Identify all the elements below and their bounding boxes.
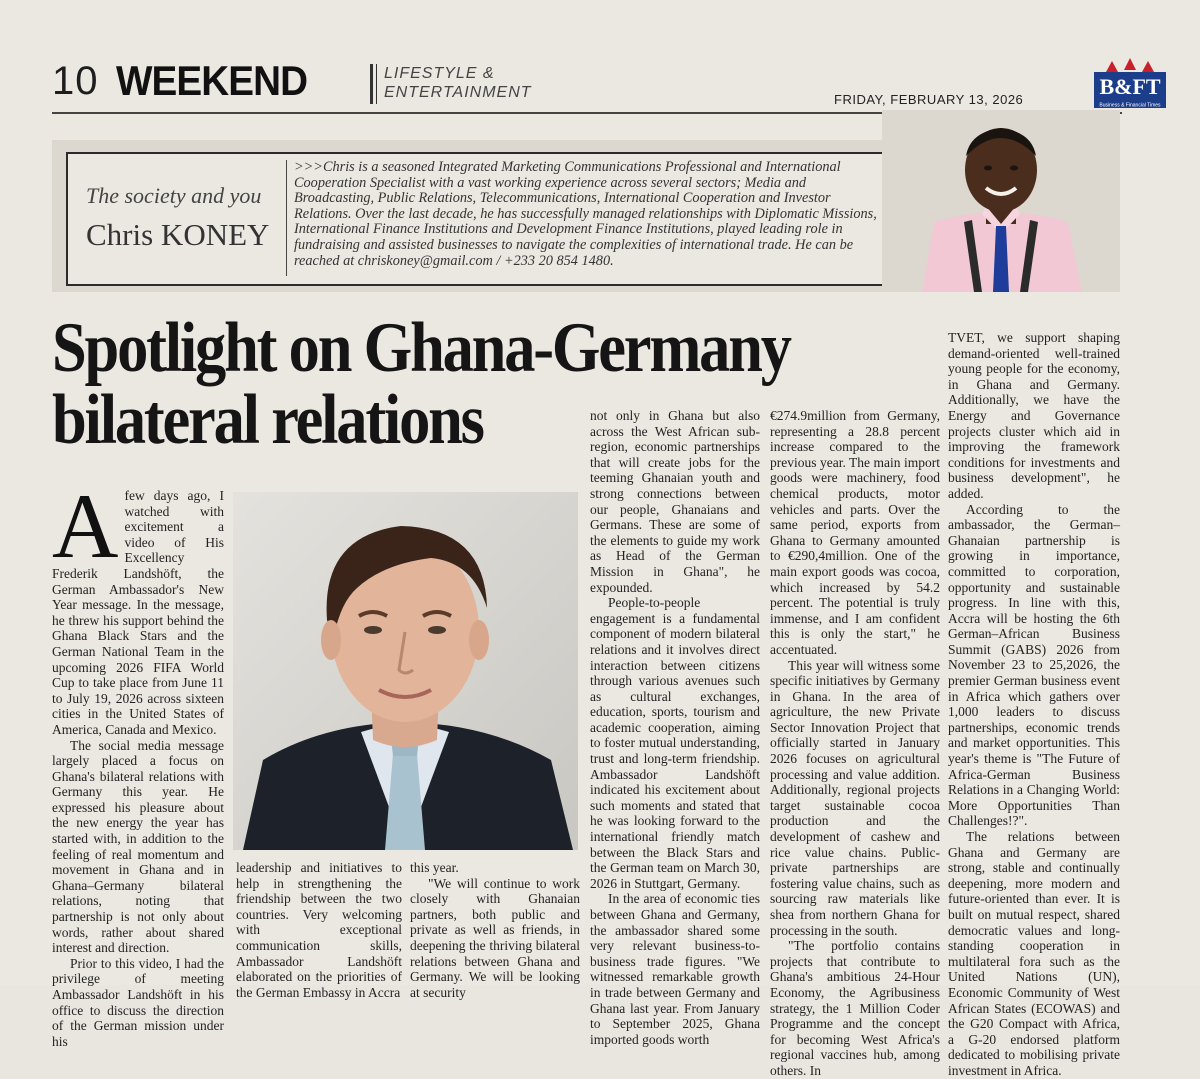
masthead <box>52 57 1161 112</box>
paragraph: Afew days ago, I watched with excitement a video of His Excellency Frederik Landshöft, the German Ambassador's New Year message. In the message, he threw his support behind the Ghana Black Stars and the German National Team in the upcoming 2026 FIFA World Cup to take place from June 11 to July 19, 2026 across sixteen cities in the United States of America, Canada and Mexico. <box>52 475 224 737</box>
author-box-frame <box>66 152 888 286</box>
logo-text: B&FT <box>1099 74 1161 99</box>
paragraph: People-to-people engagement is a fundamental component of modern bilateral relations and it involves direct interaction between citizens through various avenues such as cultural exchanges, education, sports, tourism and academic cooperation, aiming to foster mutual understanding, trust and long-term friendship. Ambassador Landshöft indicated his excitement about such moments and stated that he was looking forward to the international friendly match between the Black Stars and the German team on March 30, 2026 in Stuttgart, Germany. <box>590 595 760 891</box>
headline-line2: bilateral relations <box>52 381 483 459</box>
article-column-1 <box>52 475 224 1049</box>
paragraph: Prior to this video, I had the privilege of meeting Ambassador Landshöft in his office to discuss the direction of the German mission under his <box>52 955 224 1049</box>
masthead-divider <box>370 64 373 104</box>
column-title: The society and you <box>86 183 262 208</box>
paragraph: The social media message largely placed a focus on Ghana's bilateral relations with Germany this year. He expressed his pleasure about the new energy the year has started with, in addition to the feeling of real momentum and movement in Ghana and in Ghana–Germany bilateral relations, noting that partnership is not only about words, rather about shared interest and direction. <box>52 737 224 956</box>
section-subtitle-line1: LIFESTYLE & <box>384 65 495 82</box>
headline-line1: Spotlight on Ghana-Germany <box>52 309 790 387</box>
masthead-divider-thin <box>376 64 377 104</box>
bft-logo-icon <box>1092 58 1168 110</box>
paragraph: €274.9million from Germany, representing a 28.8 percent increase compared to the previous year. The main import goods were machinery, food chemical products, motor vehicles and parts. Over the same period, exports from Ghana to Germany amounted to €290,4million. One of the main export goods was cocoa, which increased by 54.2 percent. The potential is truly immense, and I am confident this is only the start," he accentuated. <box>770 408 940 657</box>
article-column-2 <box>236 860 402 1000</box>
article-column-3 <box>410 860 580 1000</box>
section-subtitle <box>384 64 532 102</box>
drop-cap: A <box>52 475 119 577</box>
author-portrait-photo <box>882 110 1120 292</box>
paragraph: In the area of economic ties between Ghana and Germany, the ambassador shared some very relevant business-to-business trade figures. "We witnessed remarkable growth in trade between Germany and Ghana last year. From January to September 2025, Ghana imported goods worth <box>590 891 760 1047</box>
paragraph: According to the ambassador, the German–Ghanaian partnership is growing in importance, committed to corporation, opportunity and sustainable progress. In line with this, Accra will be hosting the 6th German–African Business Summit (GABS) 2026 from November 23 to 25,2026, the premier German business event in Africa which gathers over 1,000 leaders to discuss partnerships, economic trends and market opportunities. This year's theme is "The Future of Africa-German Business Relations in a Changing World: More Opportunities Than Challenges!?". <box>948 501 1120 829</box>
logo-subtext: Business & Financial Times <box>1099 102 1161 109</box>
author-box-divider <box>286 160 287 276</box>
paragraph: not only in Ghana but also across the West African sub-region, economic partnerships that will create jobs for the teeming Ghanaian youth and strong connections between our people, Ghanaians and Germans. These are some of the elements to guide my work as Head of the German Mission in Ghana", he expounded. <box>590 408 760 595</box>
author-heading <box>86 182 286 254</box>
section-subtitle-line2: ENTERTAINMENT <box>384 84 532 101</box>
paragraph: TVET, we support shaping demand-oriented well-trained young people for the economy, in Ghana and Germany. Additionally, we have the Energy and Governance projects cluster which aid in improving the framework conditions for investments and business development", he added. <box>948 330 1120 501</box>
article-column-6 <box>948 330 1120 1079</box>
author-name: Chris KONEY <box>86 217 270 252</box>
paragraph: "The portfolio contains projects that contribute to Ghana's ambitious 24-Hour Economy, the Agribusiness strategy, the 1 Million Coder Programme and the concept for becoming West Africa's regional vaccines hub, among others. In <box>770 938 940 1078</box>
paragraph: This year will witness some specific initiatives by Germany in Ghana. In the area of agriculture, the new Private Sector Innovation Project that officially started in January 2026 focuses on agricultural processing and value addition. Additionally, regional projects target sustainable cocoa production and the development of cashew and rice value chains. Public-private partnerships are fostering value chains, such as sourcing raw materials like shea from northern Ghana for processing in the south. <box>770 657 940 938</box>
article-column-4 <box>590 408 760 1047</box>
paragraph: this year. <box>410 860 459 875</box>
issue-date: FRIDAY, FEBRUARY 13, 2026 <box>834 92 1024 107</box>
page-number: 10 <box>52 59 99 103</box>
paragraph: The relations between Ghana and Germany are strong, stable and continually deepening, more modern and future-oriented than ever. It is built on mutual respect, shared democratic values and long-standing cooperation in multilateral fora such as the United Nations (UN), Economic Community of West African States (ECOWAS) and the G20 Compact with Africa, a G-20 endorsed platform dedicated to mobilising private investment in Africa. <box>948 829 1120 1078</box>
author-bio: >>>Chris is a seasoned Integrated Marketing Communications Professional and International Cooperation Specialist with a vast working experience across several sectors; Media and Broadcasting, Public Relations, Telecommunications, International Cooperation and Investor Relations. Over the last decade, he has successfully managed relationships with Diplomatic Missions, International Finance Institutions and Development Finance Institutions, played leading role in fundraising and assisted businesses to navigate the complexities of international trade. He can be reached at chriskoney@gmail.com / +233 20 854 1480. <box>294 159 877 269</box>
ambassador-photo <box>233 492 578 850</box>
section-title: WEEKEND <box>116 57 308 104</box>
author-box <box>52 140 1120 292</box>
paragraph: leadership and initiatives to help in strengthening the friendship between the two countries. Very welcoming with exceptional communication skills, Ambassador Landshöft elaborated on the priorities of the German Embassy in Accra <box>236 860 402 1000</box>
paragraph: "We will continue to work closely with Ghanaian partners, both public and private as well as friends, in deepening the thriving bilateral relations between Ghana and Germany. We will be looking at security <box>410 875 580 1000</box>
article-column-5 <box>770 408 940 1079</box>
